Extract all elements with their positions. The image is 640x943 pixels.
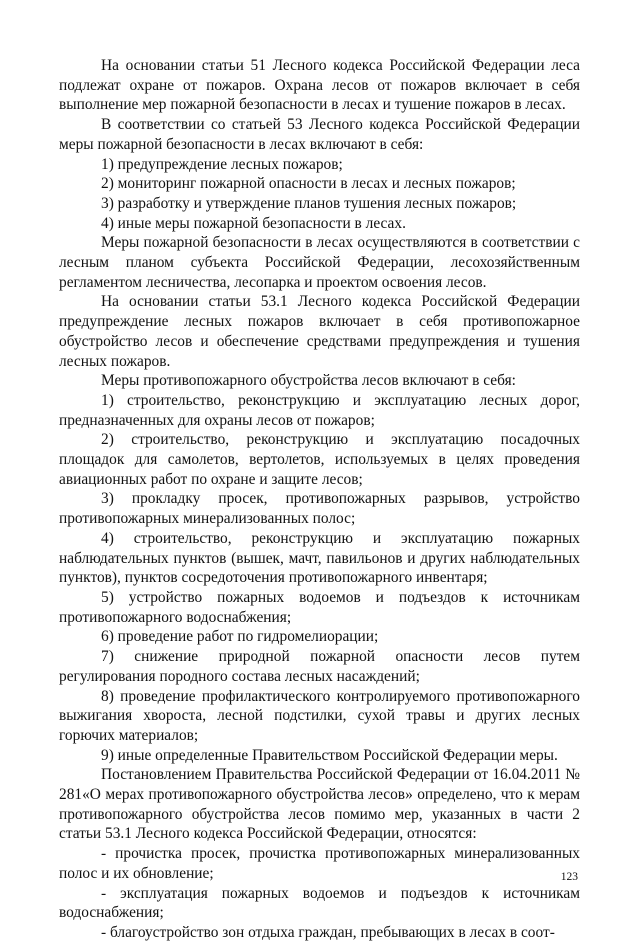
body-text <box>59 56 580 943</box>
list-item: - прочистка просек, прочистка противопожарных минерализованных полос и их обновление; <box>59 845 580 882</box>
paragraph: На основании статьи 53.1 Лесного кодекса Российской Федерации предупреждение лесных пожаров включает в себя противопожарное обустройство лесов и обеспечение средствами предупреждения и тушения лесных пожаров. <box>59 293 580 370</box>
list-item: 3) прокладку просек, противопожарных разрывов, устройство противопожарных минерализованных полос; <box>59 490 580 528</box>
list-item: 1) строительство, реконструкцию и эксплуатацию лесных дорог, предназначенных для охраны лесов от пожаров; <box>59 391 580 429</box>
list-item: 2) мониторинг пожарной опасности в лесах и лесных пожаров; <box>101 175 516 193</box>
page-number: 123 <box>560 871 578 883</box>
list-item: 8) проведение профилактического контролируемого противопожарного выжигания хвороста, лесной подстилки, сухой травы и других лесных горючих материалов; <box>59 687 580 744</box>
list-item: 5) устройство пожарных водоемов и подъездов к источникам противопожарного водоснабжения; <box>59 588 580 626</box>
list-item: 1) предупреждение лесных пожаров; <box>101 155 343 173</box>
paragraph: Постановлением Правительства Российской Федерации от 16.04.2011 № 281«О мерах противопожарного обустройства лесов» определено, что к мерам противопожарного обустройства лесов помимо мер, указанных в части 2 статьи 53.1 Лесного кодекса Российской Федерации, относятся: <box>59 766 580 843</box>
list-item: 9) иные определенные Правительством Российской Федерации меры. <box>101 746 558 764</box>
list-item: - благоустройство зон отдыха граждан, пребывающих в лесах в соот- <box>101 923 555 941</box>
paragraph: Меры противопожарного обустройства лесов включают в себя: <box>101 372 516 390</box>
list-item: 7) снижение природной пожарной опасности лесов путем регулирования породного состава лесных насаждений; <box>59 648 580 685</box>
paragraph: В соответствии со статьей 53 Лесного кодекса Российской Федерации меры пожарной безопасности в лесах включают в себя: <box>59 116 580 153</box>
paragraph: Меры пожарной безопасности в лесах осуществляются в соответствии с лесным планом субъекта Российской Федерации, лесохозяйственным регламентом лесничества, лесопарка и проектом освоения лесов. <box>59 234 580 291</box>
list-item: 6) проведение работ по гидромелиорации; <box>101 628 379 646</box>
list-item: 3) разработку и утверждение планов тушения лесных пожаров; <box>101 194 517 212</box>
list-item: 4) иные меры пожарной безопасности в лесах. <box>101 214 406 232</box>
list-item: 4) строительство, реконструкцию и эксплуатацию пожарных наблюдательных пунктов (вышек, мачт, павильонов и других наблюдательных пунктов), пунктов сосредоточения противопожарного инвентаря; <box>59 529 580 587</box>
list-item: - эксплуатация пожарных водоемов и подъездов к источникам водоснабжения; <box>59 884 580 922</box>
paragraph: На основании статьи 51 Лесного кодекса Российской Федерации леса подлежат охране от пожаров. Охрана лесов от пожаров включает в себя выполнение мер пожарной безопасности в лесах и тушение пожаров в лесах. <box>59 57 580 114</box>
list-item: 2) строительство, реконструкцию и эксплуатацию посадочных площадок для самолетов, вертолетов, используемых в целях проведения авиационных работ по охране и защите лесов; <box>59 431 580 488</box>
